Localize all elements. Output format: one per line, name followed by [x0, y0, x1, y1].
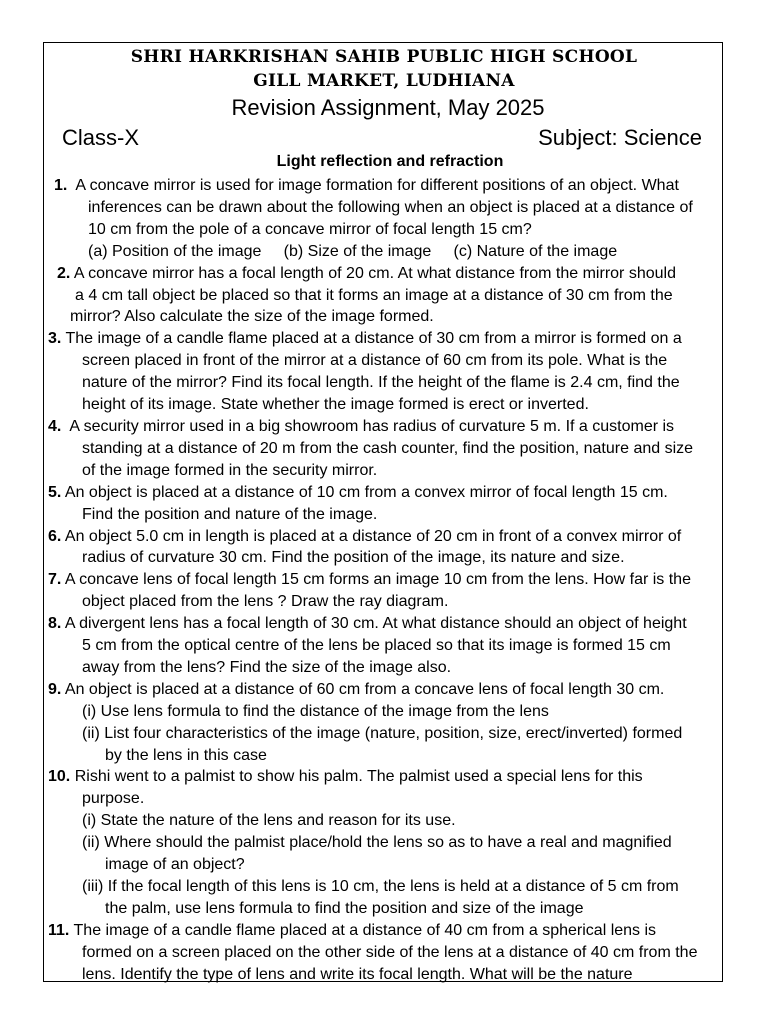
question-1 [48, 175, 718, 197]
question-line: the palm, use lens formula to find the position and size of the image [105, 899, 584, 917]
question-line: by the lens in this case [105, 746, 267, 764]
question-line: purpose. [82, 790, 145, 808]
school-name: SHRI HARKRISHAN SAHIB PUBLIC HIGH SCHOOL [130, 47, 638, 67]
question-text: A concave lens of focal length 15 cm forms an image 10 cm from the lens. How far is the [64, 571, 691, 589]
question-line: away from the lens? Find the size of the image also. [82, 658, 452, 676]
question-number: 9. [48, 680, 62, 698]
question-line: object placed from the lens ? Draw the ray diagram. [82, 593, 449, 611]
question-text: An object 5.0 cm in length is placed at a distance of 20 cm in front of a convex mirror of [64, 527, 682, 545]
question-line: screen placed in front of the mirror at a distance of 60 cm from its pole. What is the [82, 352, 668, 370]
question-line: nature of the mirror? Find its focal length. If the height of the flame is 2.4 cm, find the [82, 374, 680, 392]
section-title: Light reflection and refraction [276, 153, 504, 170]
question-11 [48, 920, 718, 942]
question-number: 10. [48, 768, 71, 786]
question-line: formed on a screen placed on the other side of the lens at a distance of 40 cm from the [82, 943, 698, 961]
question-number: 1. [54, 177, 68, 194]
class-label: Class-X [62, 125, 140, 150]
assignment-title: Revision Assignment, May 2025 [231, 95, 545, 120]
question-6 [48, 526, 718, 548]
question-text: The image of a candle flame placed at a distance of 40 cm from a spherical lens is [73, 921, 657, 939]
question-text: An object is placed at a distance of 60 cm from a concave lens of focal length 30 cm. [64, 680, 665, 698]
question-10 [48, 766, 718, 788]
question-number: 2. [57, 264, 71, 282]
question-2 [48, 263, 718, 285]
question-text: A concave mirror has a focal length of 20 cm. At what distance from the mirror should [73, 264, 676, 282]
question-line: image of an object? [105, 856, 245, 874]
question-number: 3. [48, 330, 62, 348]
question-9 [48, 679, 718, 701]
question-number: 4. [48, 417, 62, 435]
question-4 [48, 416, 718, 438]
question-subpart: (i) State the nature of the lens and reason for its use. [82, 812, 456, 830]
question-line: height of its image. State whether the image formed is erect or inverted. [82, 396, 589, 414]
question-line: radius of curvature 30 cm. Find the position of the image, its nature and size. [82, 549, 625, 567]
question-number: 8. [48, 615, 62, 633]
school-address: GILL MARKET, LUDHIANA [253, 71, 515, 91]
question-3 [48, 328, 718, 350]
question-line: lens. Identify the type of lens and write its focal length. What will be the nature [82, 965, 633, 983]
question-line: 10 cm from the pole of a concave mirror of focal length 15 cm? [88, 220, 532, 238]
question-list [48, 175, 718, 986]
question-text: Rishi went to a palmist to show his palm. The palmist used a special lens for this [74, 768, 643, 786]
question-subpart: (ii) List four characteristics of the image (nature, position, size, erect/inverted) formed [82, 724, 683, 742]
question-subpart: (i) Use lens formula to find the distance of the image from the lens [82, 702, 549, 720]
question-line: a 4 cm tall object be placed so that it forms an image at a distance of 30 cm from the [75, 286, 673, 304]
question-5 [48, 482, 718, 504]
question-line: of the image formed in the security mirror. [82, 461, 378, 479]
question-options: (a) Position of the image (b) Size of the image (c) Nature of the image [88, 242, 618, 260]
question-7 [48, 569, 718, 591]
question-line: inferences can be drawn about the following when an object is placed at a distance of [88, 198, 693, 216]
question-number: 6. [48, 527, 62, 545]
question-line: mirror? Also calculate the size of the image formed. [70, 308, 434, 326]
question-subpart: (iii) If the focal length of this lens is 10 cm, the lens is held at a distance of 5 cm from [82, 878, 679, 895]
question-text: An object is placed at a distance of 10 cm from a convex mirror of focal length 15 cm. [64, 483, 668, 501]
question-number: 5. [48, 483, 62, 501]
question-line: 5 cm from the optical centre of the lens be placed so that its image is formed 15 cm [82, 637, 671, 655]
subject-label: Subject: Science [538, 125, 702, 150]
question-text: The image of a candle flame placed at a distance of 30 cm from a mirror is formed on a [65, 330, 682, 348]
question-line: standing at a distance of 20 m from the cash counter, find the position, nature and size [82, 439, 694, 457]
question-subpart: (ii) Where should the palmist place/hold the lens so as to have a real and magnified [82, 834, 672, 852]
question-8 [48, 613, 718, 635]
question-text: A concave mirror is used for image formation for different positions of an object. What [75, 177, 679, 194]
question-line: Find the position and nature of the image. [82, 505, 378, 523]
question-text: A divergent lens has a focal length of 30 cm. At what distance should an object of height [64, 615, 687, 633]
question-text: A security mirror used in a big showroom has radius of curvature 5 m. If a customer is [69, 417, 675, 435]
question-number: 7. [48, 571, 62, 589]
question-number: 11. [48, 921, 70, 939]
